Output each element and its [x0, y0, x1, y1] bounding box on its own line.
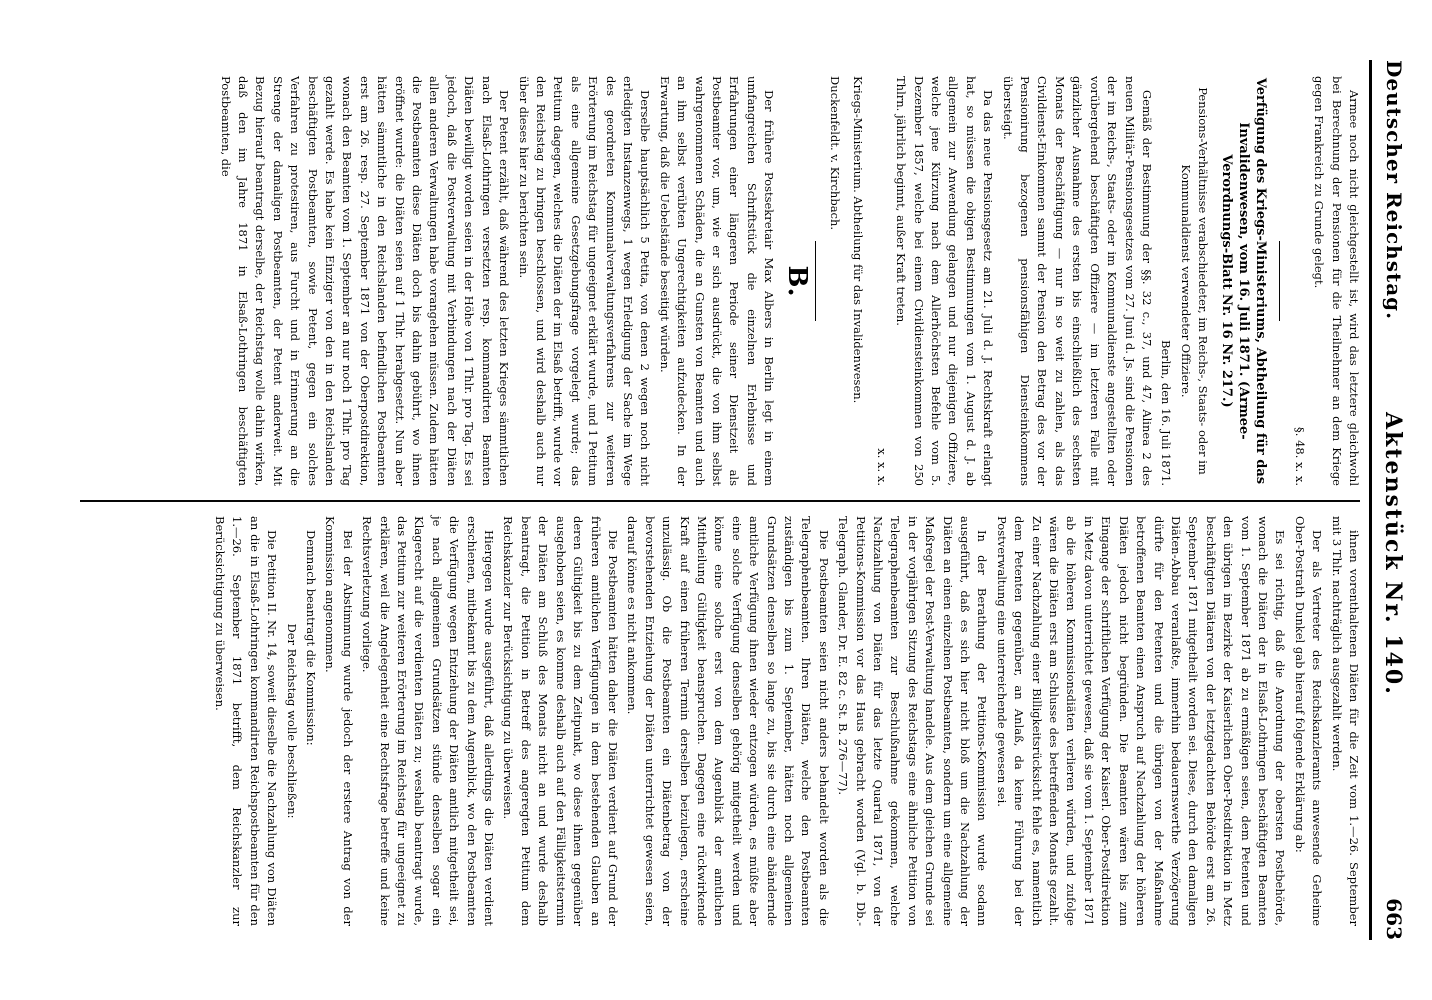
column-separator — [80, 500, 1360, 502]
paragraph: Der frühere Postsekretair Max Albers in Berlin legt in einem umfangreichen Schriftstück die einzelnen Erlebnisse und Erfahrungen einer längeren Periode seiner Dienstzeit als Postbeamter vor, um, wie er sich ausdrückt, die von ihm selbst wahrgenommenen Schäden, die an Gunsten von Beamten und auch an ihm selbst verübten Ungerechtigkeiten aufzudecken. In der Erwartung, daß die Uebelstände beseitigt würden. — [657, 76, 777, 486]
signature-right: Duckenfeldt. v. Kirchbach. — [828, 76, 843, 231]
paragraph: Da das neue Pensionsgesetz am 21. Juli d. J. Rechtskraft erlangt hat, so müssen die obigen Bestimmungen vom 1. August d. J. ab allgemein zur Anwendung gelangen und nur diejenigen Offiziere, welche jene Kürzung nach dem Allerhöchsten Befehle vom 5. Dezember 1857, welche bei einem Civildiensteinkommen von 250 Thlrn. jährlich beginnt, außer Kraft treten. — [894, 76, 996, 486]
reference: x. x. x. — [874, 448, 889, 486]
paragraph: Bei der Abstimmung wurde jedoch der erstere Antrag von der Kommission angenommen. — [323, 516, 355, 926]
page-number: 663 — [1382, 898, 1406, 940]
paragraph: Es sei richtig, daß die Anordnung der obersten Postbehörde, wonach die Diäten der in Elsaß-Lothringen beschäftigten Beamten vom 1. September 1871 ab zu ermäßigen seien, dem Petenten und den übrigen im Bezirke der Kaiserlichen Ober-Postdirektion in Metz beschäftigten Diätaren von der letztgedachten Behörde erst am 26. September 1871 mitgetheilt worden sei. Diese, durch den damaligen Diäten-Abbau veranlaßte, immerhin bedauernswerthe Verzögerung dürfte für den Petenten und die übrigen von der Maßnahme betroffenen Beamten einen Anspruch auf Nachzahlung der höheren Diäten jedoch nicht begründen. Die Beamten wären bis zum Eingange der schriftlichen Verfügung der Kaiserl. Ober-Postdirektion in Metz davon unterrichtet gewesen, daß sie vom 1. September 1871 ab die höheren Kommissionsdiäten verlieren würden, und zufolge wären die Diäten erst am Schlusse des betreffenden Monats gezahlt. Zu einer Nachzahlung einer Billigkeitsrücksicht fehle es, namentlich dem Petenten gegenüber, an Anlaß, da keine Führung bei der Postverwaltung eine unterreichende gewesen sei. — [994, 516, 1288, 926]
column-right — [209, 516, 1362, 926]
paragraph: Gemäß der Bestimmung der §§. 32 c., 37, und 47, Alinea 2 des neuen Militär-Pensionsgesetzes vom 27. Juni d. Js. sind die Pensionen der im Reichs-, Staats- oder im Kommunaldienste angestellten oder vorübergehend beschäftigten Offiziere — im letzteren Falle mit gänzlicher Ausnahme des ersten bis einschließlich des sechsten Monats der Beschäftigung — nur in so weit zu zahlen, als das Civildienst-Einkommen sammt der Pension den Betrag des vor der Pensionirung bezogenen pensionsfähigen Diensteinkommens übersteigt. — [1000, 76, 1154, 486]
resolution-text: Die Petition II. Nr. 14, soweit dieselbe die Nachzahlung von Diäten an die in Elsaß-Lothringen kommandirten Reichspostbeamten für den 1.—26. September 1871 betrifft, dem Reichskanzler zur Berücksichtigung zu überweisen. — [213, 516, 280, 926]
paragraph: Derselbe hauptsächlich 5 Petita, von denen 2 wegen noch nicht erledigten Instanzenwegs, 1 wegen Erledigung der Sache im Wege des geordneten Kommunalverwaltungsverfahrens zur weiteren Erörterung im Reichstag für ungeeignet erklärt wurde, und 1 Petitum als eine allgemeine Gesetzgebungsfrage vorgelegt wurde; das Petitum dagegen, welches die Diäten der im Elsaß betrifft, wurde vor den Reichstag zu bringen beschlossen, und wird deshalb auch nur über dieses hier zu berichten sein. — [516, 76, 653, 486]
divider — [1279, 241, 1280, 321]
reference: §. 48. x. x. — [1292, 427, 1307, 486]
resolution-line: Der Reichstag wolle beschließen: — [284, 623, 299, 819]
paragraph: Der als Vertreter des Reichskanzleramts anwesende Geheime Ober-Postrath Dunkel gab hierauf folgende Erklärung ab: — [1292, 516, 1325, 926]
header-rule — [1369, 60, 1372, 940]
paragraph: In der Berathung der Petitions-Kommission wurde sodann ausgeführt, daß es sich hier nicht bloß um die Nachzahlung der Diäten an einen einzelnen Postbeamten, sondern um eine allgemeine Maßregel der Post-Verwaltung handele. Aus dem gleichen Grunde sei in der vorjährigen Sitzung des Reichstags eine ähnliche Petition von Telegraphenbeamten zur Beschlußnahme gekommen, welche Nachzahlung von Diäten für das letzte Quartal 1871, von der Petitions-Kommission vor das Haus gebracht worden (Vgl. b. Db.-Telegraph. Glander, Dr. E. 82 c. St. B. 276—77). — [836, 516, 990, 926]
signature-left: Kriegs-Ministerium. Abtheilung für das Invalidenwesen. — [851, 76, 866, 404]
paragraph: Die Postbeamten hätten daher die Diäten verdient auf Grund der früheren amtlichen Verfügungen in dem bestehenden Glauben an deren Gültigkeit bis zu dem Zeitpunkt, wo diese ihnen gegenüber ausgehoben seien, es komme deshalb auch auf den Fälligkeitstermin der Diäten am Schluß des Monats nicht an und wurde deshalb beantragt, die Petition in Betreff des angeregten Petitum dem Reichskanzler zur Berücksichtigung zu überweisen. — [501, 516, 620, 926]
paragraph: ihnen vorenthaltenen Diäten für die Zeit vom 1.—26. September mit 3 Thlr. nachträglich ausgezahlt werden. — [1329, 516, 1361, 926]
section-heading: Verfügung des Kriegs-Ministeriums, Abtheilung für das Invalidenwesen, vom 16. Juli 1871. (Armee-Verordnungs-Blatt Nr. 16 Nr. 217.) — [1218, 77, 1269, 485]
paragraph: Hiergegen wurde ausgeführt, daß allerdings die Diäten verdient erschienen, mitbekannt bis zu dem Augenblick, wo den Postbeamten die Verfügung wegen Entziehung der Diäten amtlich mitgetheilt sei, je nach allgemeinen Grundsätzen stünde denselben sogar ein Klagerecht auf die verdienten Diäten zu; weshalb beantragt wurde, das Petitum zur weiteren Erörterung im Reichstag für ungeeignet zu erklären, weil die Angelegenheit eine Rechtsfrage betreffe und keine Rechtsverletzung vorliege. — [360, 516, 497, 926]
paragraph: Armee noch nicht gleichgestellt ist, wird das letztere gleichwohl bei Berechnung der Pensionen für die Theilnehmer an dem Kriege gegen Frankreich zu Grunde gelegt. — [1312, 76, 1361, 486]
header-center: Aktenstück Nr. 140. — [1380, 412, 1406, 696]
paragraph: Demnach beantragt die Kommission: — [304, 530, 319, 746]
section-subheading: Pensions-Verhältnisse verabschiedeter, im Reichs-, Staats- oder im Kommunaldienst verwendeter Offiziere. — [1178, 87, 1211, 475]
divider — [815, 241, 816, 321]
page-header — [1372, 60, 1412, 940]
signature-names — [826, 76, 843, 486]
signature-block — [849, 76, 866, 486]
dateline: Berlin, den 16. Juli 1871. — [1159, 340, 1174, 486]
column-left — [214, 76, 1362, 486]
section-letter: B. — [781, 265, 812, 297]
header-left: Deutscher Reichstag. — [1382, 60, 1406, 321]
paragraph: Die Postbeamten seien nicht anders behandelt worden als die Telegraphenbeamten. Ihren Diäten, welche den Postbeamten zuständigen bis zum 1. September, hätten noch allgemeinen Grundsätzen denselben so lange zu, bis sie durch eine abändernde amtliche Verfügung ihnen wieder entzogen würden, es müßte aber eine solche Verfügung denselben gehörig mitgetheilt werden und könne eine solche erst von dem Augenblick der amtlichen Mittheilung Gültigkeit beanspruchen. Dagegen eine rückwirkende Kraft auf einen früheren Termin derselben beizulegen, erscheine unzulässig. Ob die Postbeamten ein Diätenbetrag von der bevorstehenden Entziehung der Diäten unterrichtet gewesen seien, darauf könne es nicht ankommen. — [625, 516, 831, 926]
paragraph: Der Petent erzählt, daß während des letzten Krieges sämmtlichen nach Elsaß-Lothringen versetzten resp. kommandirten Beamten Diäten bewilligt worden seien in der Höhe von 1 Thlr. pro Tag. Es sei jedoch, daß die Postverwaltung mit Verbindungen nach der Diäten allen anderen Verwaltungen habe vorangehen müssen. Zudem hätten die Postbeamten diese Diäten doch bis dahin gebührt, wo ihnen eröffnet wurde: die Diäten seien auf 1 Thlr. herabgesetzt. Nun aber hätten sämmtliche in den Reichslanden befindlichen Postbeamten erst am 26. resp. 27. September 1871 von der Oberpostdirektion, wonach den Beamten vom 1. September an nur noch 1 Thlr. pro Tag gezahlt werde. Es habe kein Einziger von den in den Reichslanden beschäftigten Postbeamten, sowie Petent, gegen ein solches Verfahren zu protestiren, aus Furcht und in Erinnerung an die Strenge der damaligen Postbeamten, der Petent anderweit. Mit Bezug hierauf beantragt derselbe, der Reichstag wolle dahin wirken, daß den im Jahre 1871 in Elsaß-Lothringen beschäftigten Postbeamten, die — [218, 76, 512, 486]
